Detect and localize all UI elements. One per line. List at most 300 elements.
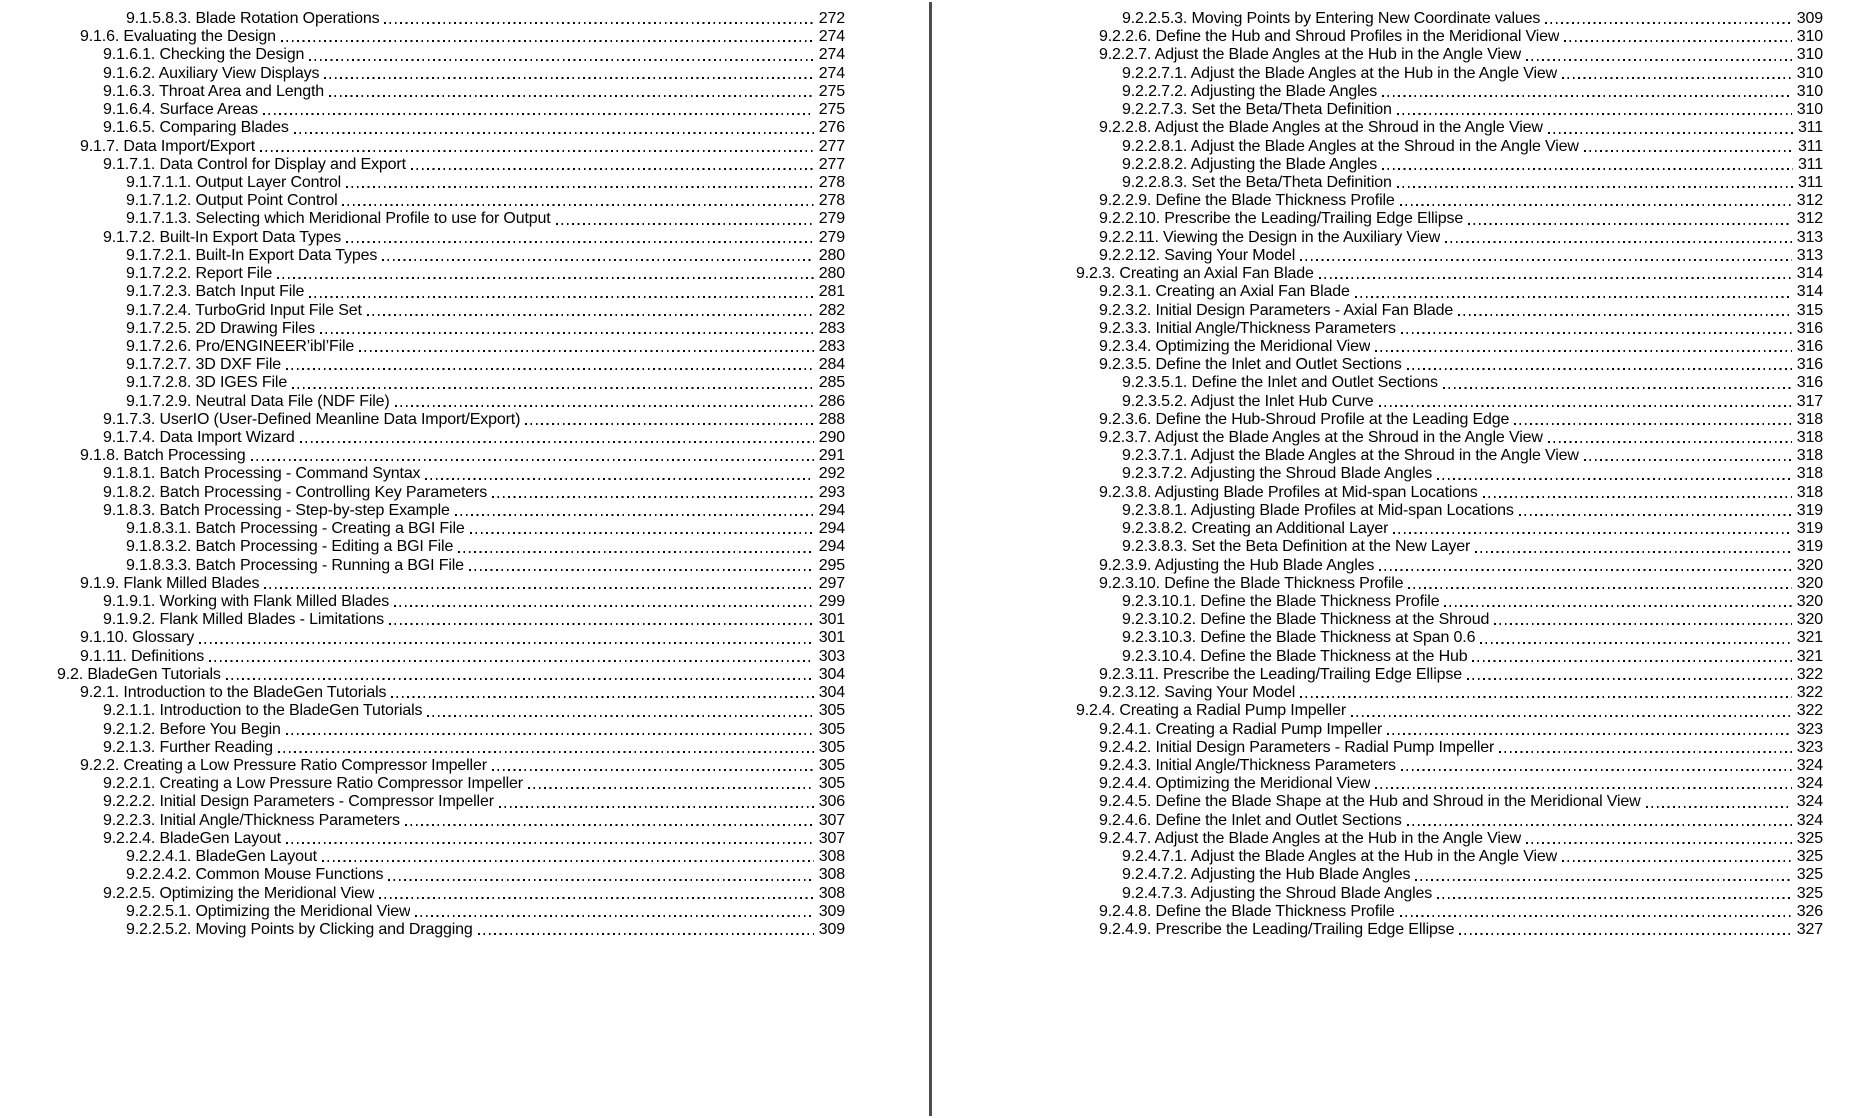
toc-entry-label: 9.2.4.7. Adjust the Blade Angles at the Hub in the Angle View [1099,829,1521,847]
toc-entry[interactable] [1053,538,1823,556]
toc-entry[interactable] [57,520,845,538]
dot-leader [382,259,814,261]
toc-entry[interactable] [57,793,845,811]
dot-leader [324,77,813,79]
toc-entry[interactable] [57,465,845,483]
toc-entry-label: 9.1.7.2.8. 3D IGES File [126,374,288,392]
toc-entry-page: 308 [818,884,845,902]
toc-entry-label: 9.1.6.5. Comparing Blades [103,119,289,137]
toc-entry-label: 9.2.2.4.2. Common Mouse Functions [126,866,384,884]
toc-entry-page: 311 [1797,155,1823,173]
toc-entry-page: 293 [818,483,845,501]
toc-entry-page: 308 [818,848,845,866]
toc-entry-label: 9.1.5.8.3. Blade Rotation Operations [126,10,380,27]
dot-leader [329,95,814,97]
dot-leader [1584,150,1793,152]
toc-entry[interactable] [1053,356,1823,374]
dot-leader [1355,296,1792,298]
dot-leader [1407,824,1792,826]
toc-entry[interactable] [57,429,845,447]
toc-entry-label: 9.1.7.1.1. Output Layer Control [126,173,342,191]
toc-column-left [57,10,845,939]
dot-leader [342,204,813,206]
toc-entry[interactable] [57,757,845,775]
toc-entry-page: 286 [818,392,845,410]
toc-entry-label: 9.1.7.1. Data Control for Display and Export [103,155,406,173]
toc-entry-label: 9.2.4.7.3. Adjusting the Shroud Blade Angles [1122,884,1433,902]
toc-entry-label: 9.2.3.10.1. Define the Blade Thickness Profile [1122,593,1440,610]
toc-entry-page: 284 [818,356,845,374]
toc-entry-label: 9.2.4.6. Define the Inlet and Outlet Sections [1099,811,1402,829]
dot-leader [286,733,814,735]
toc-entry-page: 322 [1796,684,1823,702]
toc-entry[interactable] [57,830,845,848]
dot-leader [458,551,814,553]
dot-leader [1548,441,1792,443]
toc-entry-label: 9.2.2.7.1. Adjust the Blade Angles at the Hub in the Angle View [1122,64,1558,82]
toc-entry-label: 9.2.3.8.3. Set the Beta Definition at the New Layer [1122,538,1471,556]
toc-entry[interactable] [1053,411,1823,429]
toc-entry-label: 9.2.2.6. Define the Hub and Shroud Profiles in the Meridional View [1099,28,1560,46]
dot-leader [470,532,814,534]
toc-entry[interactable] [1053,921,1823,939]
toc-entry-page: 274 [818,28,845,46]
dot-leader [1408,587,1791,589]
toc-entry[interactable] [1053,885,1823,903]
toc-entry-label: 9.1.7.2.2. Report File [126,265,273,283]
dot-leader [292,387,814,389]
dot-leader [1499,751,1792,753]
dot-leader [478,933,814,935]
toc-entry-label: 9.1.7.2.9. Neutral Data File (NDF File) [126,392,390,410]
toc-entry[interactable] [1053,119,1823,137]
dot-leader [1387,733,1792,735]
toc-entry-page: 325 [1796,848,1823,866]
toc-entry[interactable] [57,83,845,101]
dot-leader [1584,459,1792,461]
toc-entry-label: 9.2.2.5. Optimizing the Meridional View [103,884,375,902]
toc-entry-label: 9.2.2.8.3. Set the Beta/Theta Definition [1122,173,1392,191]
toc-entry[interactable] [57,338,845,356]
toc-entry[interactable] [1053,338,1823,356]
dot-leader [1472,660,1791,662]
toc-entry[interactable] [57,156,845,174]
toc-entry-page: 316 [1796,337,1823,355]
toc-entry-page: 318 [1796,465,1823,483]
dot-leader [1562,77,1792,79]
toc-entry-page: 285 [818,374,845,392]
toc-entry[interactable] [1053,192,1823,210]
toc-entry[interactable] [1053,848,1823,866]
dot-leader [226,678,814,680]
toc-entry[interactable] [1053,684,1823,702]
toc-entry-label: 9.1.7.2. Built-In Export Data Types [103,228,342,246]
toc-entry-page: 316 [1796,374,1823,392]
toc-entry[interactable] [1053,46,1823,64]
toc-entry-label: 9.2.2.7.3. Set the Beta/Theta Definition [1122,101,1392,119]
toc-entry-page: 305 [818,738,845,756]
toc-entry-page: 325 [1796,829,1823,847]
toc-entry-label: 9.2.2.8.2. Adjusting the Blade Angles [1122,155,1378,173]
toc-entry-label: 9.2.3.10.4. Define the Blade Thickness at the Hub [1122,647,1468,665]
dot-leader [391,696,813,698]
toc-entry-label: 9.2.3.10.2. Define the Blade Thickness at the Shroud [1122,611,1490,629]
dot-leader [300,441,814,443]
toc-entry-label: 9.2.2.5.1. Optimizing the Meridional View [126,902,411,920]
toc-entry[interactable] [1053,484,1823,502]
toc-entry-page: 276 [818,119,845,137]
dot-leader [1400,204,1792,206]
dot-leader [415,915,813,917]
toc-entry-page: 304 [818,684,845,702]
toc-entry-label: 9.2.2.7. Adjust the Blade Angles at the Hub in the Angle View [1099,46,1521,64]
toc-entry[interactable] [57,28,845,46]
toc-entry[interactable] [1053,229,1823,247]
toc-entry[interactable] [57,611,845,629]
toc-entry-page: 322 [1796,702,1823,720]
toc-entry[interactable] [1053,429,1823,447]
dot-leader [359,350,814,352]
toc-entry[interactable] [1053,447,1823,465]
toc-entry[interactable] [1053,648,1823,666]
toc-entry[interactable] [1053,830,1823,848]
toc-entry-label: 9.2.1.1. Introduction to the BladeGen Tutorials [103,702,423,720]
toc-entry-label: 9.1.7.2.4. TurboGrid Input File Set [126,301,362,319]
toc-entry[interactable] [1053,374,1823,392]
toc-entry-page: 280 [818,265,845,283]
dot-leader [1646,806,1792,808]
toc-entry-page: 316 [1796,356,1823,374]
toc-entry-label: 9.2.3.4. Optimizing the Meridional View [1099,337,1371,355]
toc-entry-label: 9.2.3.7. Adjust the Blade Angles at the Shroud in the Angle View [1099,429,1543,447]
toc-entry[interactable] [57,393,845,411]
toc-entry-label: 9.2.4.1. Creating a Radial Pump Impeller [1099,720,1383,738]
dot-leader [384,22,813,24]
toc-entry[interactable] [1053,575,1823,593]
toc-entry-page: 310 [1796,64,1823,82]
toc-entry[interactable] [57,684,845,702]
toc-entry[interactable] [57,247,845,265]
toc-entry-page: 327 [1796,920,1823,938]
toc-entry-label: 9.2.4.4. Optimizing the Meridional View [1099,775,1371,793]
toc-entry-label: 9.2.3.5.2. Adjust the Inlet Hub Curve [1122,392,1374,410]
toc-entry[interactable] [57,921,845,939]
toc-entry-page: 317 [1796,392,1823,410]
toc-entry-label: 9.2.2.12. Saving Your Model [1099,246,1296,264]
dot-leader [1548,132,1793,134]
dot-leader [1545,22,1792,24]
dot-leader [281,40,814,42]
toc-entry[interactable] [57,575,845,593]
toc-entry[interactable] [1053,138,1823,156]
toc-entry-page: 310 [1796,46,1823,64]
toc-entry-label: 9.2.2. Creating a Low Pressure Ratio Compressor Impeller [80,756,487,774]
toc-entry-label: 9.1.7.2.5. 2D Drawing Files [126,319,315,337]
dot-leader [469,569,814,571]
toc-entry-page: 311 [1797,119,1823,137]
toc-entry-page: 292 [818,465,845,483]
toc-entry[interactable] [1053,465,1823,483]
toc-entry-label: 9.2.4.7.2. Adjusting the Hub Blade Angles [1122,866,1411,884]
toc-entry-label: 9.2.3.8.2. Creating an Additional Layer [1122,520,1389,538]
toc-entry[interactable] [57,721,845,739]
toc-entry-page: 307 [818,811,845,829]
toc-entry-page: 322 [1796,665,1823,683]
toc-entry-label: 9.1.9.1. Working with Flank Milled Blades [103,593,390,610]
toc-entry[interactable] [1053,283,1823,301]
toc-entry-label: 9.2.3.2. Initial Design Parameters - Axial Fan Blade [1099,301,1454,319]
toc-entry[interactable] [57,229,845,247]
toc-entry[interactable] [1053,393,1823,411]
toc-entry[interactable] [57,812,845,830]
toc-entry-page: 324 [1796,811,1823,829]
toc-entry[interactable] [1053,83,1823,101]
toc-entry[interactable] [57,538,845,556]
toc-entry-label: 9.1.7.1.2. Output Point Control [126,192,338,210]
dot-leader [1526,59,1792,61]
toc-entry-label: 9.1.9. Flank Milled Blades [80,574,260,592]
toc-entry-page: 305 [818,702,845,720]
toc-entry[interactable] [57,10,845,28]
toc-entry-label: 9.2.2.5.3. Moving Points by Entering New Coordinate values [1122,10,1541,27]
toc-entry[interactable] [57,46,845,64]
toc-entry-label: 9.1.8. Batch Processing [80,447,246,465]
toc-entry[interactable] [57,411,845,429]
toc-entry[interactable] [57,320,845,338]
toc-entry[interactable] [1053,812,1823,830]
toc-entry[interactable] [1053,265,1823,283]
toc-entry[interactable] [1053,793,1823,811]
toc-entry-label: 9.1.8.1. Batch Processing - Command Syntax [103,465,421,483]
toc-entry-page: 319 [1796,520,1823,538]
dot-leader [1437,478,1792,480]
dot-leader [199,642,814,644]
toc-entry[interactable] [57,192,845,210]
dot-leader [528,787,814,789]
dot-leader [455,514,814,516]
dot-leader [1526,842,1792,844]
toc-entry[interactable] [1053,757,1823,775]
toc-entry-page: 318 [1796,483,1823,501]
toc-entry[interactable] [1053,629,1823,647]
dot-leader [277,277,814,279]
toc-entry-label: 9.2.4.2. Initial Design Parameters - Radial Pump Impeller [1099,738,1495,756]
toc-entry[interactable] [57,848,845,866]
dot-leader [264,587,813,589]
toc-entry[interactable] [1053,775,1823,793]
toc-entry-page: 320 [1796,556,1823,574]
toc-entry-label: 9.1.9.2. Flank Milled Blades - Limitations [103,611,384,629]
toc-entry-page: 301 [818,611,845,629]
toc-entry-page: 318 [1796,429,1823,447]
dot-leader [1300,696,1792,698]
toc-entry-label: 9.1.8.2. Batch Processing - Controlling Key Parameters [103,483,488,501]
toc-entry-page: 275 [818,82,845,100]
toc-entry[interactable] [57,629,845,647]
toc-entry-label: 9.1.6.1. Checking the Design [103,46,305,64]
toc-entry-page: 294 [818,501,845,519]
toc-entry-label: 9.1.8.3.2. Batch Processing - Editing a BGI File [126,538,454,556]
toc-entry[interactable] [57,593,845,611]
toc-entry[interactable] [1053,557,1823,575]
toc-entry-label: 9.1.7.2.6. Pro/ENGINEER’ibl’File [126,337,355,355]
toc-entry-label: 9.1.7.2.7. 3D DXF File [126,356,281,374]
toc-entry-label: 9.1.8.3.1. Batch Processing - Creating a BGI File [126,520,465,538]
toc-entry[interactable] [1053,320,1823,338]
toc-entry[interactable] [57,739,845,757]
toc-entry[interactable] [57,138,845,156]
toc-entry[interactable] [1053,866,1823,884]
dot-leader [1401,769,1792,771]
toc-entry[interactable] [57,65,845,83]
dot-leader [394,605,814,607]
toc-entry-page: 326 [1796,902,1823,920]
toc-entry[interactable] [57,119,845,137]
toc-entry[interactable] [57,210,845,228]
toc-entry[interactable] [1053,702,1823,720]
toc-entry-label: 9.2.4.9. Prescribe the Leading/Trailing Edge Ellipse [1099,920,1455,938]
dot-leader [1483,496,1792,498]
toc-entry-label: 9.2.2.4. BladeGen Layout [103,829,281,847]
toc-entry[interactable] [57,702,845,720]
toc-entry-label: 9.2.3.7.2. Adjusting the Shroud Blade Angles [1122,465,1433,483]
toc-entry-page: 312 [1796,210,1823,228]
toc-entry[interactable] [57,885,845,903]
dot-leader [367,314,814,316]
toc-entry[interactable] [57,302,845,320]
toc-entry-page: 279 [818,210,845,228]
toc-entry[interactable] [57,174,845,192]
dot-leader [1459,933,1791,935]
toc-entry-label: 9.2.3.12. Saving Your Model [1099,684,1296,702]
dot-leader [1458,314,1792,316]
toc-entry-label: 9.2.2.5.2. Moving Points by Clicking and Dragging [126,920,473,938]
toc-entry-label: 9.2.3.10. Define the Blade Thickness Profile [1099,574,1404,592]
toc-entry[interactable] [1053,721,1823,739]
toc-entry-page: 275 [818,101,845,119]
toc-entry-page: 297 [818,574,845,592]
toc-entry-page: 318 [1796,410,1823,428]
dot-leader [379,897,813,899]
toc-entry-label: 9.2.2.8. Adjust the Blade Angles at the Shroud in the Angle View [1099,119,1543,137]
toc-entry[interactable] [57,484,845,502]
toc-entry-page: 310 [1796,82,1823,100]
toc-entry[interactable] [1053,101,1823,119]
column-divider [929,2,932,1116]
toc-entry-label: 9.1.11. Definitions [80,647,205,665]
toc-entry[interactable] [1053,247,1823,265]
toc-entry[interactable] [1053,739,1823,757]
toc-entry[interactable] [1053,28,1823,46]
toc-entry[interactable] [1053,210,1823,228]
toc-entry[interactable] [57,557,845,575]
toc-entry-label: 9.1.8.3. Batch Processing - Step-by-step Example [103,501,450,519]
toc-entry-page: 314 [1796,283,1823,301]
dot-leader [294,132,814,134]
toc-entry[interactable] [57,903,845,921]
toc-entry-page: 324 [1796,775,1823,793]
toc-entry[interactable] [1053,502,1823,520]
toc-entry-label: 9.2.3.8. Adjusting Blade Profiles at Mid-span Locations [1099,483,1478,501]
toc-entry-page: 304 [818,665,845,683]
toc-entry[interactable] [1053,903,1823,921]
toc-entry-label: 9.2.2.2. Initial Design Parameters - Compressor Impeller [103,793,494,811]
toc-entry[interactable] [57,648,845,666]
toc-entry[interactable] [57,374,845,392]
dot-leader [260,150,814,152]
toc-entry-label: 9.1.7. Data Import/Export [80,137,256,155]
toc-entry-label: 9.2.1.2. Before You Begin [103,720,281,738]
toc-entry[interactable] [1053,174,1823,192]
dot-leader [1375,787,1791,789]
toc-entry-label: 9.1.6.3. Throat Area and Length [103,82,325,100]
toc-entry[interactable] [57,866,845,884]
toc-entry-label: 9.2.2.11. Viewing the Design in the Auxiliary View [1099,228,1441,246]
dot-leader [1443,387,1792,389]
toc-entry[interactable] [57,265,845,283]
dot-leader [286,368,814,370]
toc-entry-page: 306 [818,793,845,811]
dot-leader [309,296,813,298]
toc-entry-page: 278 [818,173,845,191]
toc-entry-page: 294 [818,538,845,556]
toc-entry[interactable] [1053,593,1823,611]
toc-entry-page: 321 [1796,629,1823,647]
toc-entry[interactable] [57,775,845,793]
toc-entry[interactable] [57,283,845,301]
toc-entry-page: 321 [1796,647,1823,665]
toc-entry-page: 323 [1796,738,1823,756]
dot-leader [1400,915,1792,917]
dot-leader [209,660,814,662]
toc-entry-page: 324 [1796,756,1823,774]
toc-entry-label: 9.2.3.9. Adjusting the Hub Blade Angles [1099,556,1375,574]
toc-entry[interactable] [1053,10,1823,28]
toc-entry-page: 308 [818,866,845,884]
dot-leader [427,715,813,717]
toc-entry[interactable] [1053,666,1823,684]
toc-entry-label: 9.1.10. Glossary [80,629,195,647]
toc-entry[interactable] [57,356,845,374]
toc-entry-page: 309 [1796,10,1823,27]
toc-entry[interactable] [57,666,845,684]
toc-entry-label: 9.2.3.3. Initial Angle/Thickness Parameters [1099,319,1396,337]
dot-leader [1319,277,1792,279]
toc-entry-page: 310 [1796,28,1823,46]
toc-entry[interactable] [1053,156,1823,174]
dot-leader [1475,551,1792,553]
toc-entry-page: 319 [1796,538,1823,556]
dot-leader [425,478,813,480]
dot-leader [1444,605,1791,607]
toc-entry[interactable] [57,101,845,119]
dot-leader [1375,350,1791,352]
toc-entry[interactable] [1053,65,1823,83]
toc-entry-page: 324 [1796,793,1823,811]
toc-entry[interactable] [1053,302,1823,320]
dot-leader [492,769,814,771]
toc-entry[interactable] [57,447,845,465]
toc-entry[interactable] [57,502,845,520]
toc-entry-page: 315 [1796,301,1823,319]
dot-leader [1445,241,1792,243]
toc-entry[interactable] [1053,520,1823,538]
dot-leader [395,405,814,407]
toc-entry[interactable] [1053,611,1823,629]
toc-entry-label: 9.2.2.7.2. Adjusting the Blade Angles [1122,82,1378,100]
toc-entry-label: 9.2.2.8.1. Adjust the Blade Angles at the Shroud in the Angle View [1122,137,1579,155]
toc-entry-page: 305 [818,775,845,793]
